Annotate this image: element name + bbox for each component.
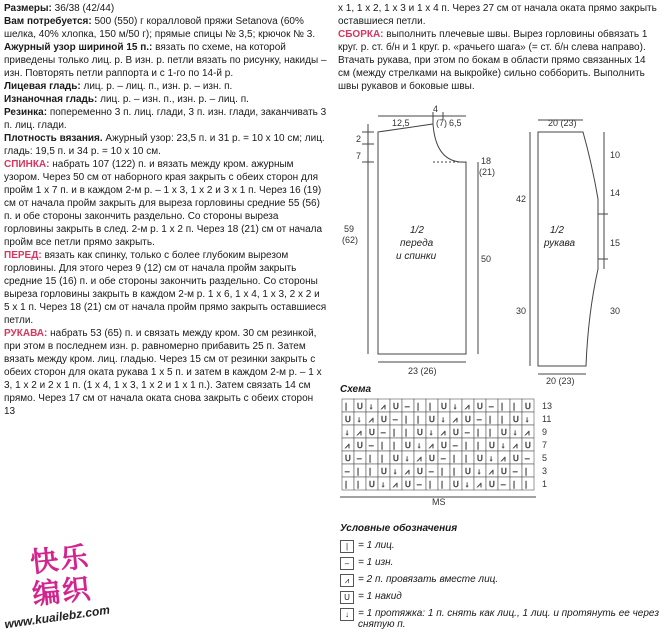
- chart-symbol: |: [441, 467, 444, 476]
- skp-symbol-icon: ↓: [340, 608, 354, 621]
- chart-symbol: |: [345, 480, 348, 489]
- chart-symbol: ⩘: [381, 402, 386, 411]
- chart-symbol: |: [417, 415, 420, 424]
- chart-row-number: 3: [542, 466, 548, 476]
- knit-symbol-icon: |: [340, 540, 354, 553]
- chart-symbol: ⩘: [441, 428, 446, 437]
- chart-symbol: –: [465, 428, 470, 437]
- chart-symbol: |: [357, 467, 360, 476]
- chart-cell: [354, 464, 366, 477]
- chart-cell: [438, 477, 450, 490]
- chart-symbol: |: [465, 454, 468, 463]
- chart-symbol: U: [381, 415, 387, 424]
- stockinette-line: Лицевая гладь: лиц. р. – лиц. п., изн. р. – изн. п.: [4, 81, 233, 92]
- chart-row-number: 7: [542, 440, 548, 450]
- chart-symbol: |: [429, 480, 432, 489]
- chart-symbol: |: [489, 415, 492, 424]
- chart-symbol: U: [429, 454, 435, 463]
- chart-symbol: –: [441, 454, 446, 463]
- chart-symbol: ↓: [417, 441, 421, 450]
- width-neck: 4: [433, 104, 439, 114]
- logo-line-2: 编织: [30, 571, 94, 612]
- schema-title: Схема: [340, 384, 372, 395]
- chart-symbol: U: [501, 428, 507, 437]
- chart-symbol: |: [345, 402, 348, 411]
- legend-item-purl: – = 1 изн.: [340, 557, 660, 570]
- chart-symbol: |: [381, 454, 384, 463]
- chart-cell: [342, 399, 354, 412]
- chart-symbol: –: [429, 467, 434, 476]
- chart-row-number: 1: [542, 479, 548, 489]
- chart-cell: [522, 477, 534, 490]
- chart-symbol: ↓: [381, 480, 385, 489]
- chart-cell: [450, 451, 462, 464]
- chart-symbol: U: [465, 415, 471, 424]
- chart-symbol: ⩘: [357, 428, 362, 437]
- chart-symbol: U: [477, 402, 483, 411]
- chart-symbol: –: [345, 467, 350, 476]
- chart-symbol: ⩘: [345, 441, 350, 450]
- chart-symbol: ⩘: [465, 402, 470, 411]
- chart-cell: [354, 477, 366, 490]
- chart-symbol: U: [393, 454, 399, 463]
- mark-7: 7: [356, 151, 362, 161]
- armhole-height-alt: (21): [479, 167, 496, 177]
- chart-cell: [378, 451, 390, 464]
- sleeve-label-1: 1/2: [550, 225, 564, 236]
- chart-symbol: ⩘: [477, 480, 482, 489]
- chart-symbol: ⩘: [525, 428, 530, 437]
- chart-cell: [462, 438, 474, 451]
- assembly-section: СБОРКА: выполнить плечевые швы. Вырез горловины обвязать 1 круг. р. ст. б/н и 1 круг. р. «рачьего шага» (= ст. б/н слева направо). Втачать рукава, при этом по бокам в области прямо связанных 14 см (между стрелками на выкройке) сильно собборить. Выполнить швы рукавов и боковые швы.: [338, 29, 648, 92]
- chart-cell: [498, 412, 510, 425]
- chart-symbol: U: [381, 467, 387, 476]
- logo-url: www.kuailebz.com: [3, 602, 111, 632]
- chart-symbol: U: [345, 415, 351, 424]
- lower-height: 50: [481, 254, 492, 264]
- chart-symbol: U: [489, 441, 495, 450]
- purl-symbol-icon: –: [340, 557, 354, 570]
- chart-symbol: –: [381, 428, 386, 437]
- height-total: 59: [344, 224, 355, 234]
- chart-symbol: ↓: [393, 467, 397, 476]
- legend-item-yarnover: U = 1 накид: [340, 591, 660, 604]
- gauge-line: Плотность вязания. Ажурный узор: 23,5 п. и 31 р. = 10 х 10 см; лиц. гладь: 19,5 п. и 34 р. = 10 х 10 см.: [4, 133, 325, 157]
- chart-cell: [402, 412, 414, 425]
- chart-symbol: |: [477, 441, 480, 450]
- chart-symbol: |: [465, 441, 468, 450]
- chart-cell: [486, 412, 498, 425]
- chart-symbol: ⩘: [405, 467, 410, 476]
- chart-symbol: ↓: [357, 415, 361, 424]
- chart-cell: [402, 425, 414, 438]
- sleeve-mark-30: 30: [516, 306, 527, 316]
- logo-line-1: 快乐: [28, 539, 92, 580]
- chart-symbol: |: [369, 454, 372, 463]
- chart-cell: [366, 464, 378, 477]
- front-section: ПЕРЕД: вязать как спинку, только с более глубоким вырезом горловины. Для этого через 9 (12) см от начала пройм закрыть средние 15 (16) п. и обе стороны закончить раздельно. Со стороны выреза горловины закрыть в каждом 2-м р. 1 х 6, 1 х 4, 1 х 3, 2 х 2 и 5 х 1 п. Через 18 (21) см от начала пройм прямо закрыть оставшиеся петли.: [4, 250, 327, 326]
- chart-cell: [474, 438, 486, 451]
- chart-symbol: U: [477, 454, 483, 463]
- chart-symbol: |: [501, 415, 504, 424]
- chart-symbol: –: [513, 467, 518, 476]
- sleeve-bottom-width: 20 (23): [546, 376, 575, 386]
- chart-cell: [510, 399, 522, 412]
- chart-symbol: –: [369, 441, 374, 450]
- chart-cell: [486, 425, 498, 438]
- chart-symbol: |: [441, 480, 444, 489]
- chart-symbol: ↓: [369, 402, 373, 411]
- chart-symbol: U: [405, 441, 411, 450]
- rib-line: Резинка: попеременно 3 п. лиц. глади, 3 п. изн. глади, заканчивать 3 п. лиц. глади.: [4, 107, 327, 131]
- chart-symbol: ⩘: [489, 467, 494, 476]
- bottom-width: 23 (26): [408, 366, 437, 376]
- piece-label-3: и спинки: [396, 251, 437, 262]
- chart-symbol: |: [369, 467, 372, 476]
- chart-symbol: |: [405, 428, 408, 437]
- chart-symbol: |: [525, 480, 528, 489]
- width-neck-alt: (7): [436, 118, 447, 128]
- chart-symbol: –: [501, 480, 506, 489]
- instructions-column: [4, 2, 327, 418]
- chart-symbol: ⩘: [417, 454, 422, 463]
- chart-symbol: |: [381, 441, 384, 450]
- chart-cell: [522, 464, 534, 477]
- chart-symbol: U: [513, 415, 519, 424]
- stitch-chart: [340, 397, 562, 509]
- chart-symbol: |: [453, 454, 456, 463]
- chart-cell: [390, 425, 402, 438]
- piece-label-2: переда: [400, 238, 434, 249]
- chart-symbol: |: [453, 467, 456, 476]
- lace-pattern-line: Ажурный узор шириной 15 п.: вязать по схеме, на которой приведены только лиц. р. В изн. р. петли вязать по рисунку, накиды – изн. Повторять петли раппорта и с 1-го по 14-й р.: [4, 42, 327, 79]
- chart-symbol: |: [393, 441, 396, 450]
- chart-symbol: U: [489, 480, 495, 489]
- chart-symbol: |: [525, 467, 528, 476]
- sleeve-label-2: рукава: [544, 238, 576, 249]
- chart-symbol: ⩘: [429, 441, 434, 450]
- chart-symbol: ⩘: [393, 480, 398, 489]
- back-section: СПИНКА: набрать 107 (122) п. и вязать между кром. ажурным узором. Через 50 см от наборного края закрыть с обеих сторон для пройм 1 х 7 п. и в каждом 2-м р. – 1 х 3, 1 х 2 и 3 х 1 п. Через 16 (19) см от начала пройм закрыть для выреза горловины средние 55 (56) п. и обе стороны закончить раздельно. Со стороны выреза горловины закрыть в след. 2-м р. 1 х 2 п. Через 18 (21) см от начала пройм все петли прямо закрыть.: [4, 159, 323, 248]
- sleeve-mark-30-right: 30: [610, 306, 621, 316]
- chart-symbol: U: [525, 402, 531, 411]
- height-total-alt: (62): [342, 235, 359, 245]
- chart-cell: [462, 451, 474, 464]
- chart-cell: [438, 464, 450, 477]
- chart-cell: [390, 438, 402, 451]
- chart-symbol: U: [357, 441, 363, 450]
- chart-symbol: U: [429, 415, 435, 424]
- chart-symbol: |: [513, 402, 516, 411]
- chart-symbol: ↓: [441, 415, 445, 424]
- sleeve-schematic: [516, 104, 660, 386]
- sizes-line: Размеры: 36/38 (42/44): [4, 3, 115, 14]
- reverse-stockinette-line: Изнаночная гладь: лиц. р. – изн. п., изн. р. – лиц. п.: [4, 94, 249, 105]
- legend-item-skp: ↓ = 1 протяжка: 1 п. снять как лиц., 1 лиц. и протянуть ее через снятую п.: [340, 608, 660, 630]
- chart-cell: [510, 477, 522, 490]
- chart-symbol: ↓: [453, 402, 457, 411]
- chart-symbol: U: [405, 480, 411, 489]
- chart-symbol: U: [441, 402, 447, 411]
- chart-cell: [342, 477, 354, 490]
- instructions-right-column: [338, 2, 660, 93]
- chart-symbol: –: [417, 480, 422, 489]
- chart-symbol: ⩘: [369, 415, 374, 424]
- chart-symbol: |: [417, 402, 420, 411]
- chart-symbol: U: [393, 402, 399, 411]
- chart-row-number: 5: [542, 453, 548, 463]
- legend-title: Условные обозначения: [340, 523, 458, 534]
- chart-cell: [426, 399, 438, 412]
- sleeve-mark-10: 10: [610, 150, 621, 160]
- width-shoulder: 12,5: [392, 118, 410, 128]
- chart-cell: [414, 412, 426, 425]
- sleeves-section: РУКАВА: набрать 53 (65) п. и связать между кром. 30 см резинкой, при этом в последнем изн. р. равномерно прибавить 25 п. Затем вязать между кром. лиц. гладью. Через 15 см от резинки закрыть с обеих сторон для оката рукава 1 х 5 п. и затем в каждом 2-м р. – 1 х 3, 1 х 2 и 2 х 1 п. (1 х 4, 1 х 3, 1 х 2 и 1 х 1 п.). Затем связать 14 см прямо. Через 17 см от начала оката снова закрыть с обеих сторон 13: [4, 328, 322, 417]
- chart-row-number: 13: [542, 401, 553, 411]
- chart-symbol: –: [393, 415, 398, 424]
- chart-symbol: –: [525, 454, 530, 463]
- chart-symbol: |: [429, 402, 432, 411]
- chart-symbol: –: [453, 441, 458, 450]
- mark-2: 2: [356, 134, 362, 144]
- chart-symbol: |: [489, 428, 492, 437]
- chart-symbol: U: [453, 428, 459, 437]
- chart-symbol: ↓: [525, 415, 529, 424]
- chart-symbol: ⩘: [501, 454, 506, 463]
- k2tog-symbol-icon: ⩘: [340, 574, 354, 587]
- chart-cell: [366, 451, 378, 464]
- chart-symbol: U: [369, 480, 375, 489]
- chart-row-number: 11: [542, 414, 552, 424]
- chart-symbol: –: [405, 402, 410, 411]
- chart-symbol: |: [513, 480, 516, 489]
- chart-symbol: |: [501, 402, 504, 411]
- ms-label: MS: [432, 497, 446, 507]
- chart-symbol: ↓: [405, 454, 409, 463]
- legend-item-k2tog: ⩘ = 2 п. провязать вместе лиц.: [340, 574, 660, 587]
- chart-row-number: 9: [542, 427, 548, 437]
- chart-symbol: ↓: [465, 480, 469, 489]
- sleeve-mark-15: 15: [610, 238, 621, 248]
- chart-cell: [426, 477, 438, 490]
- chart-symbol: U: [417, 428, 423, 437]
- chart-symbol: ↓: [345, 428, 349, 437]
- body-schematic: [338, 104, 528, 376]
- chart-cell: [378, 438, 390, 451]
- width-half-neck: 6,5: [449, 118, 462, 128]
- chart-symbol: ⩘: [513, 441, 518, 450]
- chart-symbol: –: [489, 402, 494, 411]
- site-logo: [2, 538, 132, 633]
- chart-symbol: U: [345, 454, 351, 463]
- chart-symbol: |: [357, 480, 360, 489]
- piece-label-1: 1/2: [410, 225, 424, 236]
- legend: [340, 523, 660, 634]
- chart-symbol: U: [465, 467, 471, 476]
- materials-line: Вам потребуется: 500 (550) г коралловой пряжи Setanova (60% шелка, 40% хлопка, 150 м/50 г); прямые спицы № 3,5; крючок № 3.: [4, 16, 316, 40]
- chart-symbol: U: [453, 480, 459, 489]
- sleeve-continuation: х 1, 1 х 2, 1 х 3 и 1 х 4 п. Через 27 см от начала оката прямо закрыть оставшиеся петли.: [338, 3, 657, 27]
- chart-cell: [498, 399, 510, 412]
- chart-symbol: |: [477, 428, 480, 437]
- chart-symbol: U: [501, 467, 507, 476]
- chart-symbol: U: [417, 467, 423, 476]
- chart-symbol: |: [405, 415, 408, 424]
- chart-cell: [414, 399, 426, 412]
- chart-symbol: |: [393, 428, 396, 437]
- chart-symbol: ↓: [513, 428, 517, 437]
- chart-symbol: ↓: [489, 454, 493, 463]
- chart-cell: [450, 464, 462, 477]
- chart-symbol: U: [369, 428, 375, 437]
- chart-symbol: U: [441, 441, 447, 450]
- armhole-height: 18: [481, 156, 492, 166]
- chart-cell: [474, 425, 486, 438]
- chart-symbol: –: [477, 415, 482, 424]
- sleeve-top-width: 20 (23): [548, 118, 577, 128]
- chart-symbol: ↓: [477, 467, 481, 476]
- sleeve-outline: [538, 132, 598, 366]
- legend-item-knit: | = 1 лиц.: [340, 540, 660, 553]
- chart-symbol: ⩘: [453, 415, 458, 424]
- chart-symbol: U: [513, 454, 519, 463]
- sleeve-mark-42: 42: [516, 194, 527, 204]
- chart-symbol: –: [357, 454, 362, 463]
- chart-symbol: U: [525, 441, 531, 450]
- chart-symbol: ↓: [501, 441, 505, 450]
- chart-symbol: U: [357, 402, 363, 411]
- yarnover-symbol-icon: U: [340, 591, 354, 604]
- chart-symbol: ↓: [429, 428, 433, 437]
- sleeve-mark-14: 14: [610, 188, 621, 198]
